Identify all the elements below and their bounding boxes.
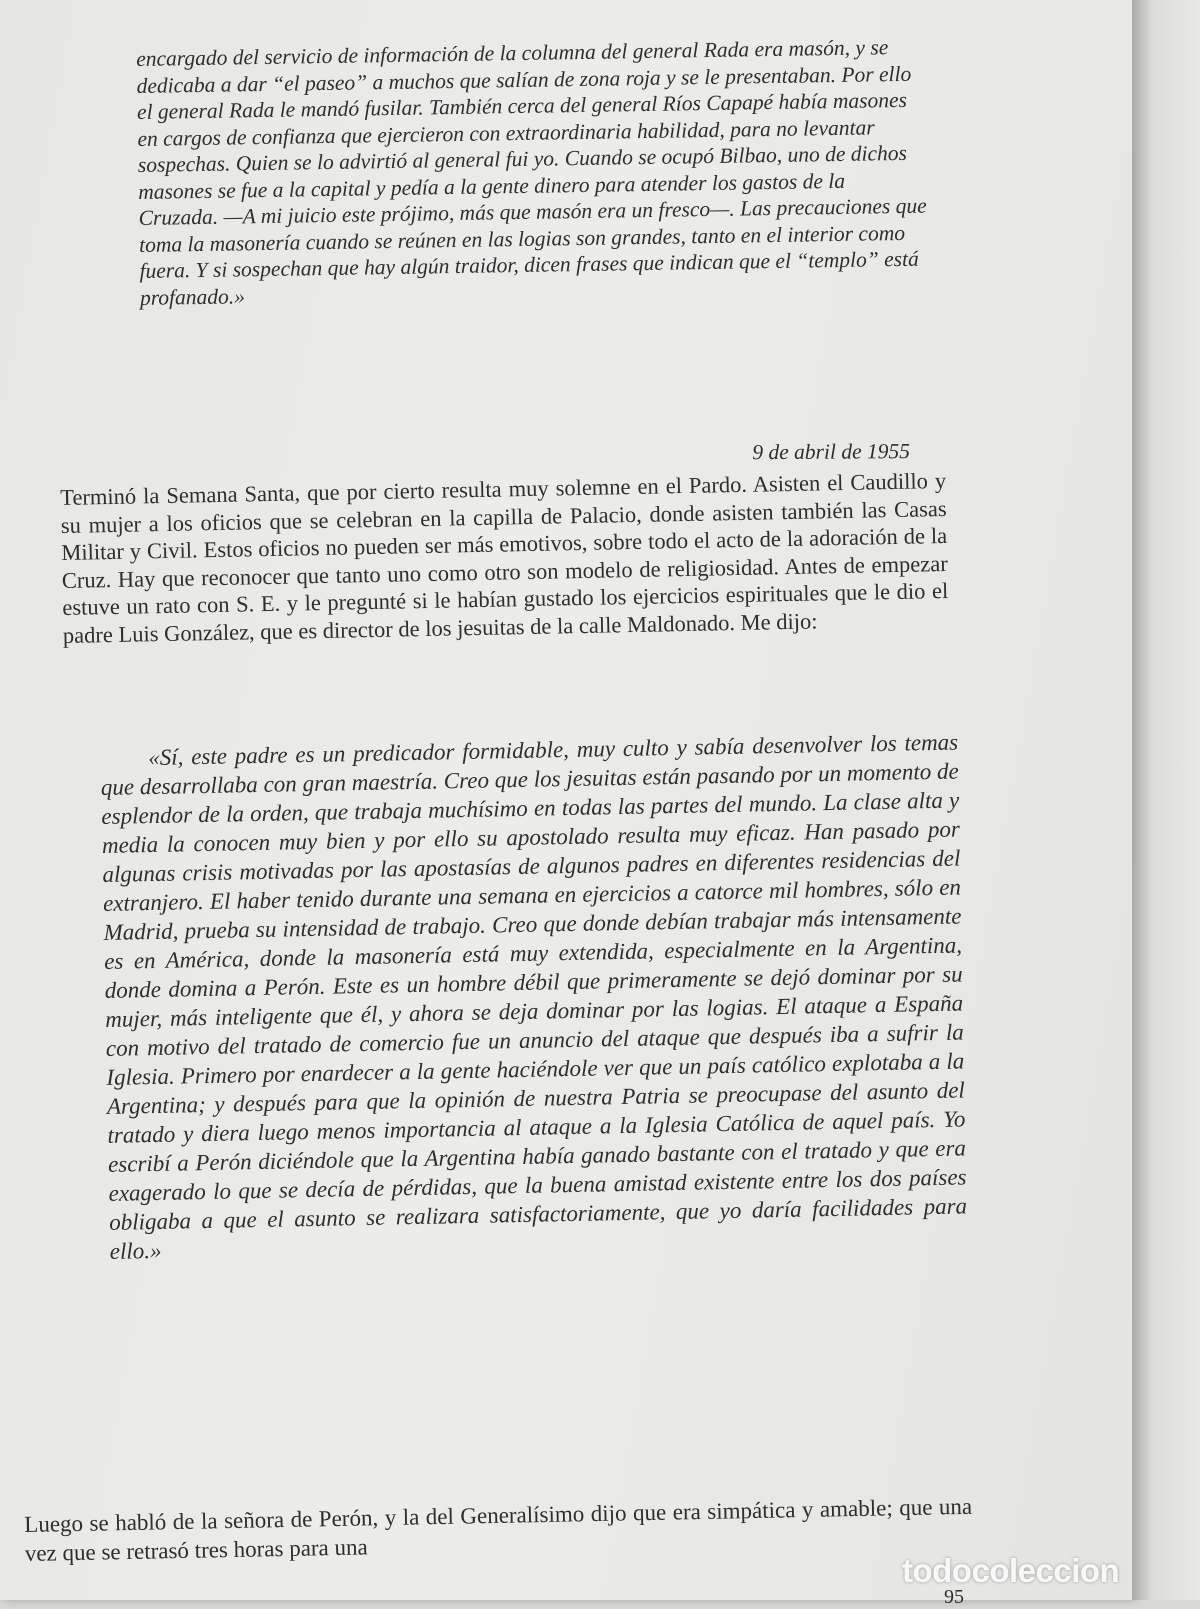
paragraph-1-text: Terminó la Semana Santa, que por cierto resulta muy solemne en el Pardo. Asisten el Caudillo y su mujer a los oficios que se celebran en la capilla de Palacio, donde asisten también las Casas Militar y Civil. Estos oficios no pueden ser más emotivos, sobre todo el acto de la adoración de la Cruz. Hay que reconocer que tanto uno como otro son modelo de religiosidad. Antes de empezar estuve un rato con S. E. y le pregunté si le habían gustado los ejercicios espirituales que le dio el padre Luis González, que es director de los jesuitas de la calle Maldonado. Me dijo: <box>60 467 949 648</box>
paragraph-2 <box>24 1492 973 1568</box>
paragraph-1 <box>60 467 949 649</box>
watermark-logo: todocoleccion <box>902 1552 1120 1589</box>
paragraph-2-text: Luego se habló de la señora de Perón, y la del Generalísimo dijo que era simpática y amable; que una vez que se retrasó tres horas para una <box>24 1493 973 1566</box>
quote-top-text: encargado del servicio de información de la columna del general Rada era masón, y se dedicaba a dar “el paseo” a muchos que salían de zona roja y se le presentaban. Por ello el general Rada le mandó fusilar. También cerca del general Ríos Capapé había masones en cargos de confianza que ejercieron con extraordinaria habilidad, para no levantar sospechas. Quien se lo advirtió al general fui yo. Cuando se ocupó Bilbao, uno de dichos masones se fue a la capital y pedía a la gente dinero para atender los gastos de la Cruzada. —A mi juicio este prójimo, más que masón era un fresco—. Las precauciones que toma la masonería cuando se reúnen en las logias son grandes, tanto en el interior como fuera. Y si sospechan que hay algún traidor, dicen frases que indican que el “templo” está profanado.» <box>136 35 927 310</box>
page-edge <box>1132 0 1200 1600</box>
entry-date: 9 de abril de 1955 <box>752 439 911 465</box>
quote-top <box>136 34 930 311</box>
quote-main-text: «Sí, este padre es un predicador formidable, muy culto y sabía desenvolver los temas que desarrollaba con gran maestría. Creo que los jesuitas están pasando por un momento de esplendor de la orden, que trabaja muchísimo en todas las partes del mundo. La clase alta y media la conocen muy bien y por ello su apostolado resulta muy eficaz. Han pasado por algunas crisis motivadas por las apostasías de algunos padres en diferentes residencias del extranjero. El haber tenido durante una semana en ejercicios a catorce mil hombres, sólo en Madrid, prueba su intensidad de trabajo. Creo que donde debían trabajar más intensamente es en América, donde la masonería está muy extendida, especialmente en la Argentina, donde domina a Perón. Este es un hombre débil que primeramente se dejó dominar por su mujer, más inteligente que él, y ahora se deja dominar por las logias. El ataque a España con motivo del tratado de comercio fue un anuncio del ataque que después iba a sufrir la Iglesia. Primero por enardecer a la gente haciéndole ver que un país católico explotaba a la Argentina; y después para que la opinión de nuestra Patria se preocupase del asunto del tratado y diera luego menos importancia al ataque a la Iglesia Católica de aquel país. Yo escribí a Perón diciéndole que la Argentina había ganado bastante con el tratado y que era exagerado lo que se decía de pérdidas, que la buena amistad existente entre los dos países obligaba a que el asunto se realizara satisfactoriamente, que yo daría facilidades para ello.» <box>100 729 968 1264</box>
quote-main <box>100 728 968 1266</box>
page-number: 95 <box>944 1586 964 1608</box>
